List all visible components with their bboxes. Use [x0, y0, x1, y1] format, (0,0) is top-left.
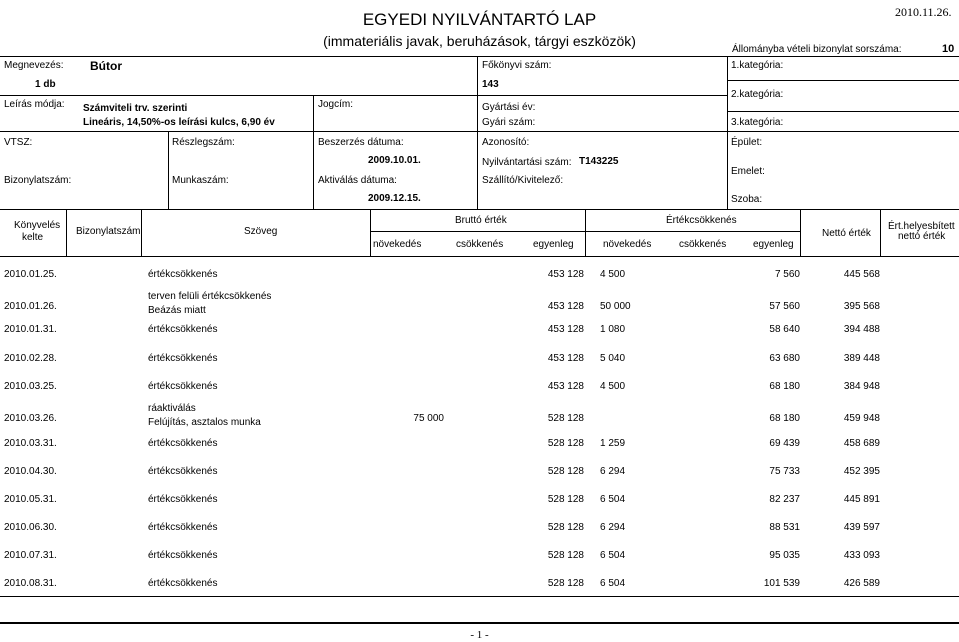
col-ertekcsokkenes: Értékcsökkenés	[666, 215, 737, 226]
cell-date: 2010.08.31.	[4, 578, 57, 589]
print-date: 2010.11.26.	[895, 5, 952, 19]
cell-text: értékcsökkenés	[148, 578, 218, 589]
cell-text: ráaktiválás	[148, 403, 196, 414]
nyilvantartasi-label: Nyilvántartási szám:	[482, 157, 572, 168]
cell-ecs-egyenleg: 63 680	[769, 353, 800, 364]
leiras-value-2: Lineáris, 14,50%-os leírási kulcs, 6,90 év	[83, 117, 275, 128]
cell-ecs-novekedes: 6 504	[600, 550, 626, 561]
cell-ecs-egyenleg: 7 560	[774, 269, 800, 280]
cell-brutto-egyenleg: 453 128	[547, 353, 584, 364]
col-netto: Nettó érték	[822, 228, 871, 239]
cell-brutto-egyenleg: 528 128	[547, 522, 584, 533]
cell-ecs-egyenleg: 58 640	[769, 324, 800, 335]
cell-date: 2010.06.30.	[4, 522, 57, 533]
szallito-label: Szállító/Kivitelező:	[482, 175, 564, 186]
cell-netto: 389 448	[843, 353, 880, 364]
cell-brutto-egyenleg: 528 128	[547, 578, 584, 589]
col-brutto: Bruttó érték	[455, 215, 507, 226]
cell-ecs-novekedes: 6 294	[600, 466, 626, 477]
cell-text: értékcsökkenés	[148, 550, 218, 561]
col-kelte: kelte	[22, 232, 44, 243]
cell-ecs-novekedes: 6 294	[600, 522, 626, 533]
col-ert-helyesbitett: Ért.helyesbített	[888, 221, 955, 232]
fokonyvi-label: Főkönyvi szám:	[482, 60, 552, 71]
cell-text-2: Felújítás, asztalos munka	[148, 417, 261, 428]
cell-ecs-novekedes: 4 500	[600, 381, 626, 392]
cell-brutto-novekedes: 75 000	[413, 413, 444, 424]
cell-date: 2010.04.30.	[4, 466, 57, 477]
cell-netto: 384 948	[843, 381, 880, 392]
cell-netto: 458 689	[843, 438, 880, 449]
fokonyvi-value: 143	[482, 79, 499, 90]
allomanyba-value: 10	[942, 43, 955, 55]
allomanyba-label: Állományba vételi bizonylat sorszáma:	[732, 44, 902, 55]
cell-ecs-novekedes: 50 000	[600, 301, 631, 312]
jogcim-label: Jogcím:	[318, 99, 354, 110]
megnevezes-value: Bútor	[90, 59, 122, 73]
cell-ecs-egyenleg: 69 439	[769, 438, 800, 449]
kategoria-1-label: 1.kategória:	[731, 60, 784, 71]
cell-ecs-egyenleg: 75 733	[769, 466, 800, 477]
sub-brutto-novekedes: növekedés	[373, 239, 422, 250]
leiras-label: Leírás módja:	[4, 99, 65, 110]
cell-ecs-egyenleg: 95 035	[769, 550, 800, 561]
cell-brutto-egyenleg: 528 128	[547, 438, 584, 449]
szoba-label: Szoba:	[731, 194, 763, 205]
cell-ecs-egyenleg: 88 531	[769, 522, 800, 533]
cell-date: 2010.01.25.	[4, 269, 57, 280]
beszerzes-label: Beszerzés dátuma:	[318, 137, 404, 148]
cell-date: 2010.03.26.	[4, 413, 57, 424]
reszlegszam-label: Részlegszám:	[172, 137, 235, 148]
cell-brutto-egyenleg: 453 128	[547, 324, 584, 335]
cell-date: 2010.01.26.	[4, 301, 57, 312]
cell-ecs-novekedes: 1 259	[600, 438, 626, 449]
cell-netto: 459 948	[843, 413, 880, 424]
cell-netto: 445 891	[843, 494, 880, 505]
cell-ecs-novekedes: 1 080	[600, 324, 626, 335]
epulet-label: Épület:	[731, 137, 763, 148]
cell-netto: 394 488	[843, 324, 880, 335]
cell-text: értékcsökkenés	[148, 353, 218, 364]
cell-ecs-egyenleg: 101 539	[763, 578, 800, 589]
cell-ecs-novekedes: 4 500	[600, 269, 626, 280]
aktivalas-value: 2009.12.15.	[368, 193, 421, 204]
cell-netto: 433 093	[843, 550, 880, 561]
cell-date: 2010.01.31.	[4, 324, 57, 335]
emelet-label: Emelet:	[731, 166, 765, 177]
cell-netto: 426 589	[843, 578, 880, 589]
cell-brutto-egyenleg: 528 128	[547, 550, 584, 561]
cell-brutto-egyenleg: 528 128	[547, 494, 584, 505]
cell-ecs-egyenleg: 82 237	[769, 494, 800, 505]
cell-ecs-novekedes: 5 040	[600, 353, 626, 364]
sub-ecs-egyenleg: egyenleg	[753, 239, 794, 250]
cell-brutto-egyenleg: 528 128	[547, 466, 584, 477]
cell-date: 2010.07.31.	[4, 550, 57, 561]
cell-date: 2010.03.25.	[4, 381, 57, 392]
cell-brutto-egyenleg: 453 128	[547, 269, 584, 280]
gyari-szam-label: Gyári szám:	[482, 117, 536, 128]
col-konyveles: Könyvelés	[14, 220, 61, 231]
sub-brutto-egyenleg: egyenleg	[533, 239, 574, 250]
cell-text: értékcsökkenés	[148, 438, 218, 449]
cell-text: értékcsökkenés	[148, 381, 218, 392]
sub-ecs-csokkenes: csökkenés	[679, 239, 727, 250]
cell-date: 2010.05.31.	[4, 494, 57, 505]
cell-text: értékcsökkenés	[148, 466, 218, 477]
kategoria-2-label: 2.kategória:	[731, 89, 784, 100]
munkaszam-label: Munkaszám:	[172, 175, 229, 186]
cell-netto: 439 597	[843, 522, 880, 533]
cell-text: értékcsökkenés	[148, 494, 218, 505]
col-szoveg: Szöveg	[244, 226, 278, 237]
aktivalas-label: Aktiválás dátuma:	[318, 175, 397, 186]
gyartasi-ev-label: Gyártási év:	[482, 102, 536, 113]
cell-text: értékcsökkenés	[148, 324, 218, 335]
megnevezes-label: Megnevezés:	[4, 60, 64, 71]
cell-brutto-egyenleg: 528 128	[547, 413, 584, 424]
cell-text-2: Beázás miatt	[148, 305, 206, 316]
sub-ecs-novekedes: növekedés	[603, 239, 652, 250]
vtsz-label: VTSZ:	[4, 137, 33, 148]
quantity-value: 1 db	[35, 79, 56, 90]
beszerzes-value: 2009.10.01.	[368, 155, 421, 166]
cell-netto: 445 568	[843, 269, 880, 280]
cell-ecs-novekedes: 6 504	[600, 578, 626, 589]
cell-date: 2010.02.28.	[4, 353, 57, 364]
kategoria-3-label: 3.kategória:	[731, 117, 784, 128]
col-bizonylatszam: Bizonylatszám	[76, 226, 141, 237]
cell-brutto-egyenleg: 453 128	[547, 381, 584, 392]
cell-ecs-novekedes: 6 504	[600, 494, 626, 505]
nyilvantartasi-value: T143225	[579, 156, 619, 167]
cell-text: értékcsökkenés	[148, 269, 218, 280]
page-number: - 1 -	[470, 629, 489, 641]
cell-brutto-egyenleg: 453 128	[547, 301, 584, 312]
cell-ecs-egyenleg: 68 180	[769, 413, 800, 424]
col-netto-ertek: nettó érték	[898, 231, 946, 242]
bizonylatszam-label: Bizonylatszám:	[4, 175, 72, 186]
cell-text: értékcsökkenés	[148, 522, 218, 533]
cell-date: 2010.03.31.	[4, 438, 57, 449]
page-title: EGYEDI NYILVÁNTARTÓ LAP	[362, 10, 597, 29]
cell-ecs-egyenleg: 68 180	[769, 381, 800, 392]
cell-netto: 452 395	[843, 466, 880, 477]
azonosito-label: Azonosító:	[482, 137, 530, 148]
cell-netto: 395 568	[843, 301, 880, 312]
sub-brutto-csokkenes: csökkenés	[456, 239, 504, 250]
page-subtitle: (immateriális javak, beruházások, tárgyi eszközök)	[323, 33, 636, 49]
cell-ecs-egyenleg: 57 560	[769, 301, 800, 312]
cell-text: terven felüli értékcsökkenés	[148, 291, 272, 302]
leiras-value-1: Számviteli trv. szerinti	[83, 103, 188, 114]
